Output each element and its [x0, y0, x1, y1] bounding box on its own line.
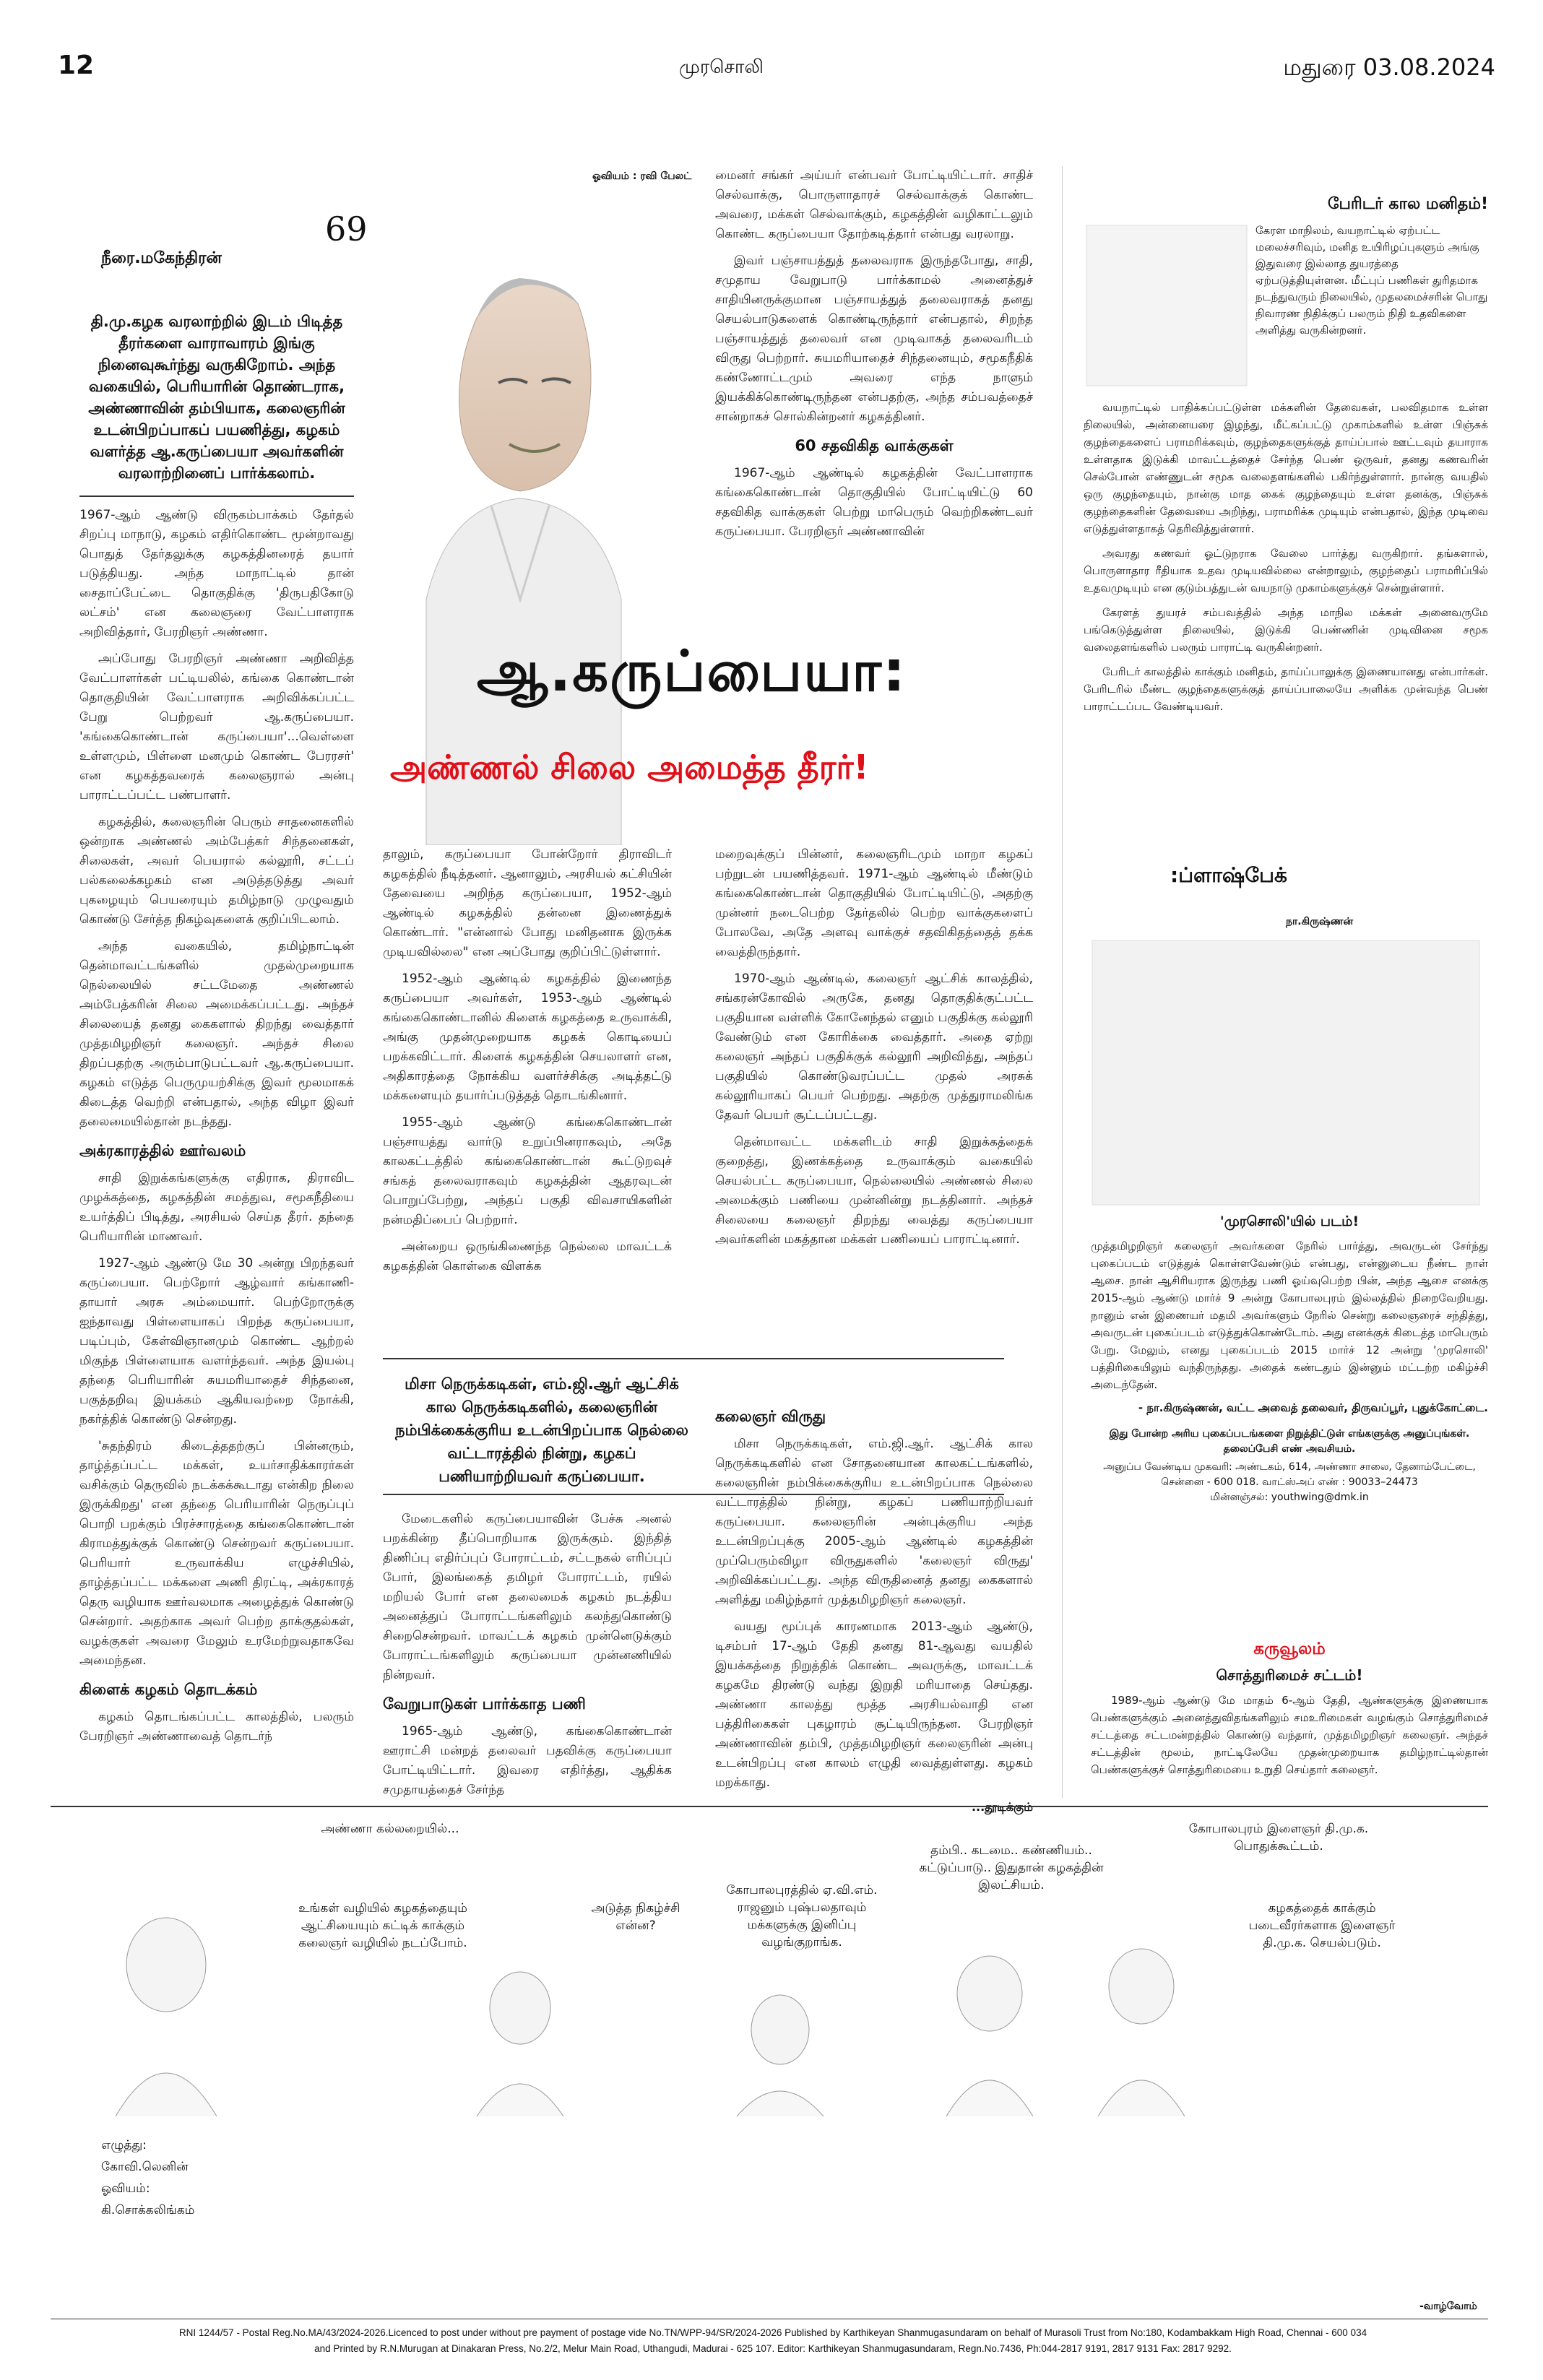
comic-writer: கோவி.லெனின் — [101, 2160, 189, 2174]
comic-bubble: கழகத்தைக் காக்கும் படைவீரர்களாக இளைஞர் தி.மு.க. செயல்படும். — [1228, 1900, 1416, 1952]
kerala-photo — [1084, 222, 1250, 389]
comic-artist-label: ஓவியம்: — [101, 2181, 150, 2196]
article-paragraph: 1967-ஆம் ஆண்டில் கழகத்தின் வேட்பாளராக கங்கைகொண்டான் தொகுதியில் போட்டியிட்டு 60 சதவிகித வாக்குகள் பெற்று மாபெரும் வெற்றிகண்டவர் கருப்பையா. பேரறிஞர் அண்ணாவின் — [715, 466, 1033, 539]
series-number: 69 — [325, 209, 368, 248]
photo-placeholder — [1091, 939, 1481, 1206]
illustrator-credit: ஓவியம் : ரவி பேலட் — [592, 170, 692, 182]
article-paragraph: வயது மூப்புக் காரணமாக 2013-ஆம் ஆண்டு, டிசம்பர் 17-ஆம் தேதி தனது 81-ஆவது வயதில் இயக்கத்தை நிறுத்திக் கொண்ட அவருக்கு, மாவட்டக் கழகமே திரண்டு வந்து இறுதி மரியாதை செய்தது. அண்ணா காலத்து மூத்த அரசியல்வாதி என பத்திரிகைகள் புகழாரம் சூட்டியிருந்தன. பேரறிஞர் அண்ணாவின் தம்பி, முத்தமிழறிஞர் கலைஞரின் அன்பு உடன்பிறப்பு என காலம் எழுதி வைத்துள்ளது. கழகம் மறக்காது. — [715, 1619, 1033, 1790]
treasury-body: 1989-ஆம் ஆண்டு மே மாதம் 6-ஆம் தேதி, ஆண்களுக்கு இணையாக பெண்களுக்கும் அனைத்துவிதங்களிலும் சமஉரிமைகள் வழங்கும் சொத்துரிமைச் சட்டத்தை சட்டமன்றத்தில் கொண்டு வந்தார், முத்தமிழறிஞர் கலைஞர். அந்தச் சட்டத்தின் மூலம், நாட்டிலேயே முதன்முறையாக தமிழ்நாட்டில்தான் பெண்களுக்குச் சொத்துரிமையை உறுதி செய்தார் கலைஞர். — [1091, 1694, 1488, 1776]
imprint-line-2: and Printed by R.N.Murugan at Dinakaran Press, No.2/2, Melur Main Road, Uthangudi, Madurai - 625 107. Editor: Karthikeyan Shanmugasundaram, Regn.No.7436, Ph:044-2817 9191, 2817 9131 Fax: 2817 9292. — [314, 2343, 1232, 2354]
comic-divider — [51, 1806, 1488, 1807]
sidebar-box-photo — [1091, 1213, 1488, 1505]
treasury-title: கருவூலம் — [1253, 1640, 1326, 1658]
sidebar-paragraph: முத்தமிழறிஞர் கலைஞர் அவர்களை நேரில் பார்த்து, அவருடன் சேர்ந்து புகைப்படம் எடுத்துக் கொள்ளவேண்டும் என்பது, என்னுடைய நீண்ட நாள் ஆசை. நான் ஆசிரியராக இருந்து பணி ஓய்வுபெற்ற பின், அந்த ஆசை எனக்கு 2015-ஆம் ஆண்டு மார்ச் 9 அன்று கோபாலபுரம் இல்லத்தில் நிறைவேறியது. நானும் என் இணையர் மதமி அவர்களும் நேரில் சென்று கலைஞரைச் சந்தித்து, அவருடன் புகைப்படம் எடுத்துக்கொண்டோம். அது எனக்குக் கிடைத்த மாபெரும் பேறு. மேலும், எனது புகைப்படம் 2015 மார்ச் 12 அன்று 'முரசொலி' பத்திரிகையிலும் வந்திருந்தது. அதைக் கண்டதும் இன்னும் மட்டற்ற மகிழ்ச்சி அடைந்தேன். — [1091, 1239, 1488, 1391]
article-paragraph: 1952-ஆம் ஆண்டில் கழகத்தில் இணைந்த கருப்பையா அவர்கள், 1953-ஆம் ஆண்டில் கங்கைகொண்டானில் கிளைக் கழகத்தை உருவாக்கி, அங்கு முதன்முறையாக கழகக் கொடியைப் பறக்கவிட்டார். கிளைக் கழகத்தின் செயலாளர் என, அதிகாரத்தை நோக்கிய வளர்ச்சிக்கு அடித்தட்டு மக்களையும் தயார்ப்படுத்தத் தொடங்கினார். — [383, 972, 672, 1103]
article-paragraph: 1965-ஆம் ஆண்டு, கங்கைகொண்டான் ஊராட்சி மன்றத் தலைவர் பதவிக்கு கருப்பையா போட்டியிட்டார். இவரை எதிர்த்து, ஆதிக்க சமுதாயத்தைச் சேர்ந்த — [383, 1724, 672, 1797]
comic-bubble: கோபாலபுரத்தில் ஏ.வி.எம். ராஜனும் புஷ்பலதாவும் மக்களுக்கு இனிப்பு வழங்குறாங்க. — [708, 1882, 896, 1951]
article-paragraph: அன்றைய ஒருங்கிணைந்த நெல்லை மாவட்டக் கழகத்தின் கொள்கை விளக்க — [383, 1239, 672, 1273]
continued-marker: ...தூடிக்கும் — [971, 1800, 1033, 1814]
article-column-4 — [715, 845, 1033, 1257]
article-paragraph: சாதி இறுக்கங்களுக்கு எதிராக, திராவிட முழக்கத்தை, கழகத்தின் சமத்துவ, சமூகநீதியை உயர்த்திப் பிடித்து, அரசியல் செய்த தீரர். தந்தை பெரியாரின் மாணவர். — [79, 1171, 354, 1244]
section-heading: 60 சதவிகித வாக்குகள் — [795, 437, 954, 454]
article-paragraph: கழகத்தில், கலைஞரின் பெரும் சாதனைகளில் ஒன்றாக அண்ணல் அம்பேத்கர் சிந்தனைகள், சிலைகள், அவர் பெயரால் கல்லூரி, சட்டப் பல்கலைக்கழகம் என அடுத்தடுத்து அவர் புகழையும் பெயரையும் தமிழ்நாடு முழுவதும் கொண்டு சேர்த்த நிகழ்வுகளைக் குறிப்பிடலாம். — [79, 815, 354, 927]
series-intro-text: தி.மு.கழக வரலாற்றில் இடம் பிடித்த தீரர்களை வாராவாரம் இங்கு நினைவுகூர்ந்து வருகிறோம். அந்த வகையில், பெரியாரின் தொண்டராக, அண்ணாவின் தம்பியாக, கலைஞரின் உடன்பிறப்பாகப் பயணித்து, கழகம் வளர்த்த ஆ.கருப்பையா அவர்களின் வரலாற்றினைப் பார்க்கலாம். — [88, 313, 345, 482]
sidebar-address: அனுப்ப வேண்டிய முகவரி: அண்டகம், 614, அண்ணா சாலை, தேனாம்பேட்டை, சென்னை - 600 018. வாட்ஸ்அப் எண் : 90033–24473 — [1103, 1461, 1476, 1488]
section-heading: வேறுபாடுகள் பார்க்காத பணி — [383, 1695, 586, 1713]
article-paragraph: 1970-ஆம் ஆண்டில், கலைஞர் ஆட்சிக் காலத்தில், சங்கரன்கோவில் அருகே, தனது தொகுதிக்குட்பட்ட பகுதியான வள்ளிக் கோனேந்தல் எனும் பகுதிக்கு கல்லூரி வேண்டும் என கோரிக்கை வைத்தார். அதை ஏற்று கலைஞர் அந்தப் பகுதிக்குக் கல்லூரி அறிவித்து, அந்தப் பகுதியில் கொண்டுவரப்பட்ட முதல் அரசுக் கல்லூரியாகப் பெயர் பெற்றது. அதற்கு முத்துராமலிங்க தேவர் பெயர் சூட்டப்பட்டது. — [715, 972, 1033, 1122]
sidebar-signature: - நா.கிருஷ்ணன், வட்ட அவைத் தலைவர், திருவப்பூர், புதுக்கோட்டை. — [1138, 1401, 1488, 1414]
article-paragraph: மேடைகளில் கருப்பையாவின் பேச்சு அனல் பறக்கின்ற தீப்பொறியாக இருக்கும். இந்தித் திணிப்பு எதிர்ப்புப் போராட்டம், சட்டநகல் எரிப்புப் போர், இலங்கைத் தமிழர் போராட்டம், ரயில் மறியல் போர் என தலைமைக் கழகம் நடத்திய அனைத்துப் போராட்டங்களிலும் கலந்துகொண்டு சிறைசென்றவர். மாவட்டக் கழகம் முன்னெடுக்கும் போராட்டங்களிலும் கருப்பையா முன்னணியில் நின்றவர். — [383, 1512, 672, 1682]
pull-quote-text: மிசா நெருக்கடிகள், எம்.ஜி.ஆர் ஆட்சிக் கால நெருக்கடிகளில், கலைஞரின் நம்பிக்கைக்குரிய உடன்பிறப்பாக நெல்லை வட்டாரத்தில் நின்று, கழகப் பணியாற்றியவர் கருப்பையா. — [395, 1375, 688, 1485]
comic-bubble: உங்கள் வழியில் கழகத்தையும் ஆட்சியையும் கட்டிக் காக்கும் கலைஞர் வழியில் நடப்போம். — [289, 1900, 477, 1952]
comic-caption: அண்ணா கல்லறையில்... — [296, 1820, 484, 1838]
sidebar-title: பேரிடர் கால மனிதம்! — [1327, 195, 1488, 213]
section-heading: கிளைக் கழகம் தொடக்கம் — [79, 1681, 258, 1698]
sidebar-invite: இது போன்ற அரிய புகைப்படங்களை நிறுத்திட்டுள் எங்களுக்கு அனுப்புங்கள். தலைப்பேசி எண் அவசியம். — [1109, 1428, 1470, 1455]
article-paragraph: கழகம் தொடங்கப்பட்ட காலத்தில், பலரும் பேரறிஞர் அண்ணாவைத் தொடர்ந் — [79, 1710, 354, 1744]
photo-placeholder — [1084, 222, 1250, 389]
article-paragraph: அந்த வகையில், தமிழ்நாட்டின் தென்மாவட்டங்களில் முதல்முறையாக நெல்லையில் சட்டமேதை அண்ணல் அம்பேத்கரின் சிலை அமைக்கப்பட்டது. அந்தச் சிலையைத் தனது கைகளால் திறந்து வைத்தார் முத்தமிழறிஞர் கலைஞர். அந்தச் சிலை திறப்பதற்கு அரும்பாடுபட்டவர் ஆ.கருப்பையா. கழகம் எடுத்த பெருமுயற்சிக்கு இவர் மூலமாகக் கிடைத்த வெற்றி என்பதால், அந்த விழா இவர் தலைமையில்தான் நடந்தது. — [79, 939, 354, 1129]
imprint-line-1: RNI 1244/57 - Postal Reg.No.MA/43/2024-2026.Licenced to post under without pre payment of postage vide No.TN/WPP-94/SR/2024-2026 Published by Karthikeyan Shanmugasundaram on behalf of Murasoli Trust from No:180, Kodambakkam High Road, Chennai - 600 034 — [178, 2327, 1367, 2338]
date-line: மதுரை 03.08.2024 — [1283, 53, 1495, 81]
sidebar-paragraph: கேரளத் துயரச் சம்பவத்தில் அந்த மாநில மக்கள் அனைவருமே பங்கெடுத்துள்ள நிலையில், இடுக்கி பெண்ணின் முடிவினை சமூக வலைதளங்களில் பலரும் பாராட்டி வருகின்றனர். — [1084, 606, 1488, 654]
article-paragraph: தென்மாவட்ட மக்களிடம் சாதி இறுக்கத்தைக் குறைத்து, இணக்கத்தை உருவாக்கும் வகையில் செயல்பட்ட கருப்பையா, நெல்லையில் அண்ணல் சிலை அமைக்கும் பணியை முன்னின்று நடத்தினார். அந்தச் சிலையை கலைஞர் திறந்து வைத்து கருப்பையா அவர்களின் மகத்தான மக்கள் பணியைப் பாராட்டினார். — [715, 1135, 1033, 1247]
article-column-3 — [383, 845, 672, 1284]
sidebar-paragraph: அவரது கணவர் ஓட்டுநராக வேலை பார்த்து வருகிறார். தங்களால், பொருளாதார ரீதியாக உதவ முடியவில்லை என்றாலும், குழந்தைப் பராமரிப்பில் உதவமுடியும் என குடும்பத்துடன் வயநாடு முகாம்களுக்குச் சென்றுள்ளார். — [1084, 547, 1488, 594]
article-paragraph: இவர் பஞ்சாயத்துத் தலைவராக இருந்தபோது, சாதி, சமுதாய வேறுபாடு பார்க்காமல் அனைத்துச் சாதியினருக்குமான பஞ்சாயத்துத் தலைவராகத் தனது செயல்பாடுகளைக் கொண்டிருந்தார் என்பதால், சிறந்த பஞ்சாயத்துத் தலைவர் என முடிவாகத் தலைவரிடம் விருது பெற்றார். சுயமரியாதைச் சிந்தனையும், சமூகநீதிக் கண்ணோட்டமும் அவரை எந்த நாளும் இயக்கிக்கொண்டிருந்தன என்பதற்கு, அந்த சம்பவத்தைச் சான்றாகச் சொல்கின்றனர் கழகத்தினர். — [715, 254, 1033, 424]
comic-continue-marker: -வாழ்வோம் — [1419, 2301, 1477, 2312]
article-paragraph: மறைவுக்குப் பின்னர், கலைஞரிடமும் மாறா கழகப் பற்றுடன் பயணித்தவர். 1971-ஆம் ஆண்டில் மீண்டும் கங்கைகொண்டான் தொகுதியில் போட்டியிட்டு, அதற்கு முன்னர் நடைபெற்ற தேர்தலில் பெற்ற வாக்குகளைப் போலவே, அதே அளவு வாக்குச் சதவிகிதத்தைத் தக்க வைத்திருந்தார். — [715, 847, 1033, 959]
comic-figures — [58, 1813, 1488, 2116]
article-paragraph: தாலும், கருப்பையா போன்றோர் திராவிடர் கழகத்தில் நீடித்தனர். ஆனாலும், அரசியல் கட்சியின் தேவையை அறிந்த கருப்பையா, 1952-ஆம் ஆண்டில் கழகத்தில் தன்னை இணைத்துக் கொண்டார். "என்னால் போது மனிதனாக இருக்க முடியவில்லை" என அப்போது குறிப்பிட்டுள்ளார். — [383, 847, 672, 959]
article-paragraph: 1927-ஆம் ஆண்டு மே 30 அன்று பிறந்தவர் கருப்பையா. பெற்றோர் ஆழ்வார் கங்காணி-தாயார் அரசு அம்மையார். பெற்றோருக்கு ஐந்தாவது பிள்ளையாகப் பிறந்த கருப்பையா, படிப்பும், கேள்விஞானமும் கொண்ட ஆற்றல் மிகுந்த பிள்ளையாக வளர்ந்தவர். அந்த இயல்பு தந்தை பெரியாரின் சுயமரியாதைச் சிந்தனை, பகுத்தறிவு இயக்கம் ஆகியவற்றை நோக்கி, நகர்த்திக் கொண்டு சென்றது. — [79, 1256, 354, 1427]
flashback-title: :ப்ளாஷ்பேக் — [1170, 863, 1287, 887]
sidebar-paragraph: பேரிடர் காலத்தில் காக்கும் மனிதம், தாய்ப்பாலுக்கு இணையானது என்பார்கள். பேரிடரில் மீண்ட குழந்தைகளுக்குத் தாய்ப்பாலையே அளிக்க முன்வந்த பெண் பாராட்டப்பட வேண்டியவர். — [1084, 665, 1488, 713]
article-column-4b — [715, 1398, 1033, 1815]
page-number: 12 — [58, 51, 95, 80]
sidebar-box-treasury — [1091, 1640, 1488, 1778]
paper-name: முரசொலி — [679, 56, 764, 78]
comic-strip — [58, 1813, 1488, 2116]
masthead — [58, 51, 1495, 94]
sidebar-paragraph: கேரள மாநிலம், வயநாட்டில் ஏற்பட்ட மலைச்சரிவும், மனித உயிரிழப்புகளும் அங்கு இதுவரை இல்லாத துயரத்தை ஏற்படுத்தியுள்ளன. மீட்புப் பணிகள் துரிதமாக நடந்துவரும் நிலையில், முதலமைச்சரின் பொது நிவாரண நிதிக்குப் பலரும் நிதி உதவிகளை அளித்து வருகின்றனர். — [1255, 224, 1488, 337]
series-author: நீரை.மகேந்திரன் — [101, 249, 222, 267]
headline-sub: அண்ணல் சிலை அமைத்த தீரர்! — [390, 748, 869, 787]
series-intro — [79, 311, 354, 497]
comic-writer-label: எழுத்து: — [101, 2138, 147, 2152]
comic-bubble: தம்பி.. கடமை.. கண்ணியம்.. கட்டுப்பாடு.. இதுதான் கழகத்தின் இலட்சியம். — [917, 1842, 1105, 1894]
article-column-1 — [79, 506, 354, 1754]
comic-artist: கி.சொக்கலிங்கம் — [101, 2203, 195, 2217]
comic-caption: கோபாலபுரம் இளைஞர் தி.மு.க. பொதுக்கூட்டம். — [1163, 1820, 1394, 1855]
article-paragraph: 'சுதந்திரம் கிடைத்ததற்குப் பின்னரும், தாழ்த்தப்பட்ட மக்கள், உயர்சாதிக்காரர்கள் வசிக்கும் தெருவில் நடக்கக்கூடாது என்கிற நிலை இருக்கிறது' என தந்தை பெரியாரின் நெருப்புப் பொறி பறக்கும் பிரச்சாரத்தை கங்கைகொண்டான் கிராமத்துக்குக் கொண்டு சென்றவர் கருப்பையா. பெரியார் உருவாக்கிய எழுச்சியில், தாழ்த்தப்பட்ட மக்களை அணி திரட்டி, அக்ரகாரத் தெரு வழியாக ஊர்வலமாக அழைத்துக் கொண்டு சென்றார். அதற்காக அவர் பெற்ற தாக்குதல்கள், வழக்குகள் அவரை மேலும் உரமேற்றுவதாகவே அமைந்தன. — [79, 1439, 354, 1668]
article-column-3b — [383, 1510, 672, 1807]
article-paragraph: அப்போது பேரறிஞர் அண்ணா அறிவித்த வேட்பாளர்கள் பட்டியலில், கங்கை கொண்டான் தொகுதியின் வேட்பாளராக அறிவிக்கப்பட்ட பேறு பெற்றவர் ஆ.கருப்பையா. 'கங்கைகொண்டான் கருப்பையா'...வெள்ளை உள்ளமும், பிள்ளை மனமும் கொண்ட பேரரசர்' என கழகத்தவரைக் கலைஞரால் அன்பு பாராட்டப்பட்ட பண்பாளர். — [79, 652, 354, 802]
treasury-subtitle: சொத்துரிமைச் சட்டம்! — [1216, 1666, 1363, 1684]
flashback-photo — [1091, 939, 1481, 1206]
flashback-credit: நா.கிருஷ்ணன் — [1286, 916, 1354, 927]
article-paragraph: மைனர் சங்கர் அய்யர் என்பவர் போட்டியிட்டார். சாதிச் செல்வாக்கு, பொருளாதாரச் செல்வாக்குக் கொண்ட அவரை, மக்கள் செல்வாக்கும், கழகத்தின் வழிகாட்டலும் கொண்ட கருப்பையா தோற்கடித்தார் என்பது வரலாறு. — [715, 168, 1033, 241]
comic-bubble: அடுத்த நிகழ்ச்சி என்ன? — [571, 1900, 701, 1934]
sidebar-email: மின்னஞ்சல்: youthwing@dmk.in — [1210, 1492, 1369, 1503]
article-paragraph: மிசா நெருக்கடிகள், எம்.ஜி.ஆர். ஆட்சிக் கால நெருக்கடிகளில் என சோதனையான காலகட்டங்களில், கலைஞரின் நம்பிக்கைக்குரிய உடன்பிறப்பாக நெல்லை வட்டாரத்தில் நின்று, கழகப் பணியாற்றியவர் கருப்பையா. கலைஞரின் அன்புக்குரிய அந்த உடன்பிறப்புக்கு 2005-ஆம் ஆண்டில் கழகத்தின் முப்பெரும்விழா விருதுகளில் 'கலைஞர் விருது' அறிவிக்கப்பட்டது. அந்த விருதினைத் தனது கைகளால் அளித்து மகிழ்ந்தார் முத்தமிழறிஞர் கலைஞர். — [715, 1437, 1033, 1607]
sidebar-title: 'முரசொலி'யில் படம்! — [1219, 1213, 1360, 1229]
article-column-2-top — [715, 166, 1033, 549]
sidebar-box-disaster — [1084, 195, 1488, 715]
article-paragraph: 1967-ஆம் ஆண்டு விருகம்பாக்கம் தேர்தல் சிறப்பு மாநாடு, கழகம் எதிர்கொண்ட மூன்றாவது பொதுத் தேர்தலுக்கு கழகத்தினரைத் தயார் படுத்தியது. அந்த மாநாட்டில் தான் சைதாப்பேட்டை தொகுதிக்கு 'திருபதிகோடு லட்சம்' என கலைஞரை வேட்பாளராக அறிவித்தார், பேரறிஞர் அண்ணா. — [79, 508, 354, 639]
headline-main: ஆ.கருப்பையா: — [477, 639, 907, 704]
sidebar-paragraph: வயநாட்டில் பாதிக்கப்பட்டுள்ள மக்களின் தேவைகள், பலவிதமாக உள்ள நிலையில், அன்னையரை இழந்து, மீட்கப்பட்டு முகாம்களில் உள்ள பிஞ்சுக் குழந்தைகளைப் பராமரிக்கவும், குழந்தைகளுக்குத் தாய்ப்பால் ஊட்டவும் தயாராக உள்ளதாக இடுக்கி மாவட்டத்தைச் சேர்ந்த பெண் ஒருவர், தனது கணவரின் செல்போன் எண்ணுடன் சமூக வலைதளங்களில் பகிர்ந்துள்ளார். நான்கு வயதில் ஒரு குழந்தையும், நான்கு மாத கைக் குழந்தையும் உள்ள தனக்கு, பிஞ்சுக் குழந்தைகளின் தேவையை அறிந்து, பராமரிக்க முடியும் என்பதால், இந்த முடிவை எடுத்துள்ளதாகத் தெரிவித்துள்ளார். — [1084, 401, 1488, 535]
column-divider — [1062, 166, 1063, 1799]
article-paragraph: 1955-ஆம் ஆண்டு கங்கைகொண்டான் பஞ்சாயத்து வார்டு உறுப்பினராகவும், அதே காலகட்டத்தில் கங்கைகொண்டான் கூட்டுறவுச் சங்கத் தலைவராகவும் கழகத்தின் ஆதரவுடன் பொறுப்பேற்று, அந்தப் பகுதி விவசாயிகளின் நன்மதிப்பைப் பெற்றார். — [383, 1115, 672, 1227]
section-heading: கலைஞர் விருது — [715, 1408, 826, 1425]
section-heading: அக்ரகாரத்தில் ஊர்வலம் — [79, 1142, 246, 1159]
